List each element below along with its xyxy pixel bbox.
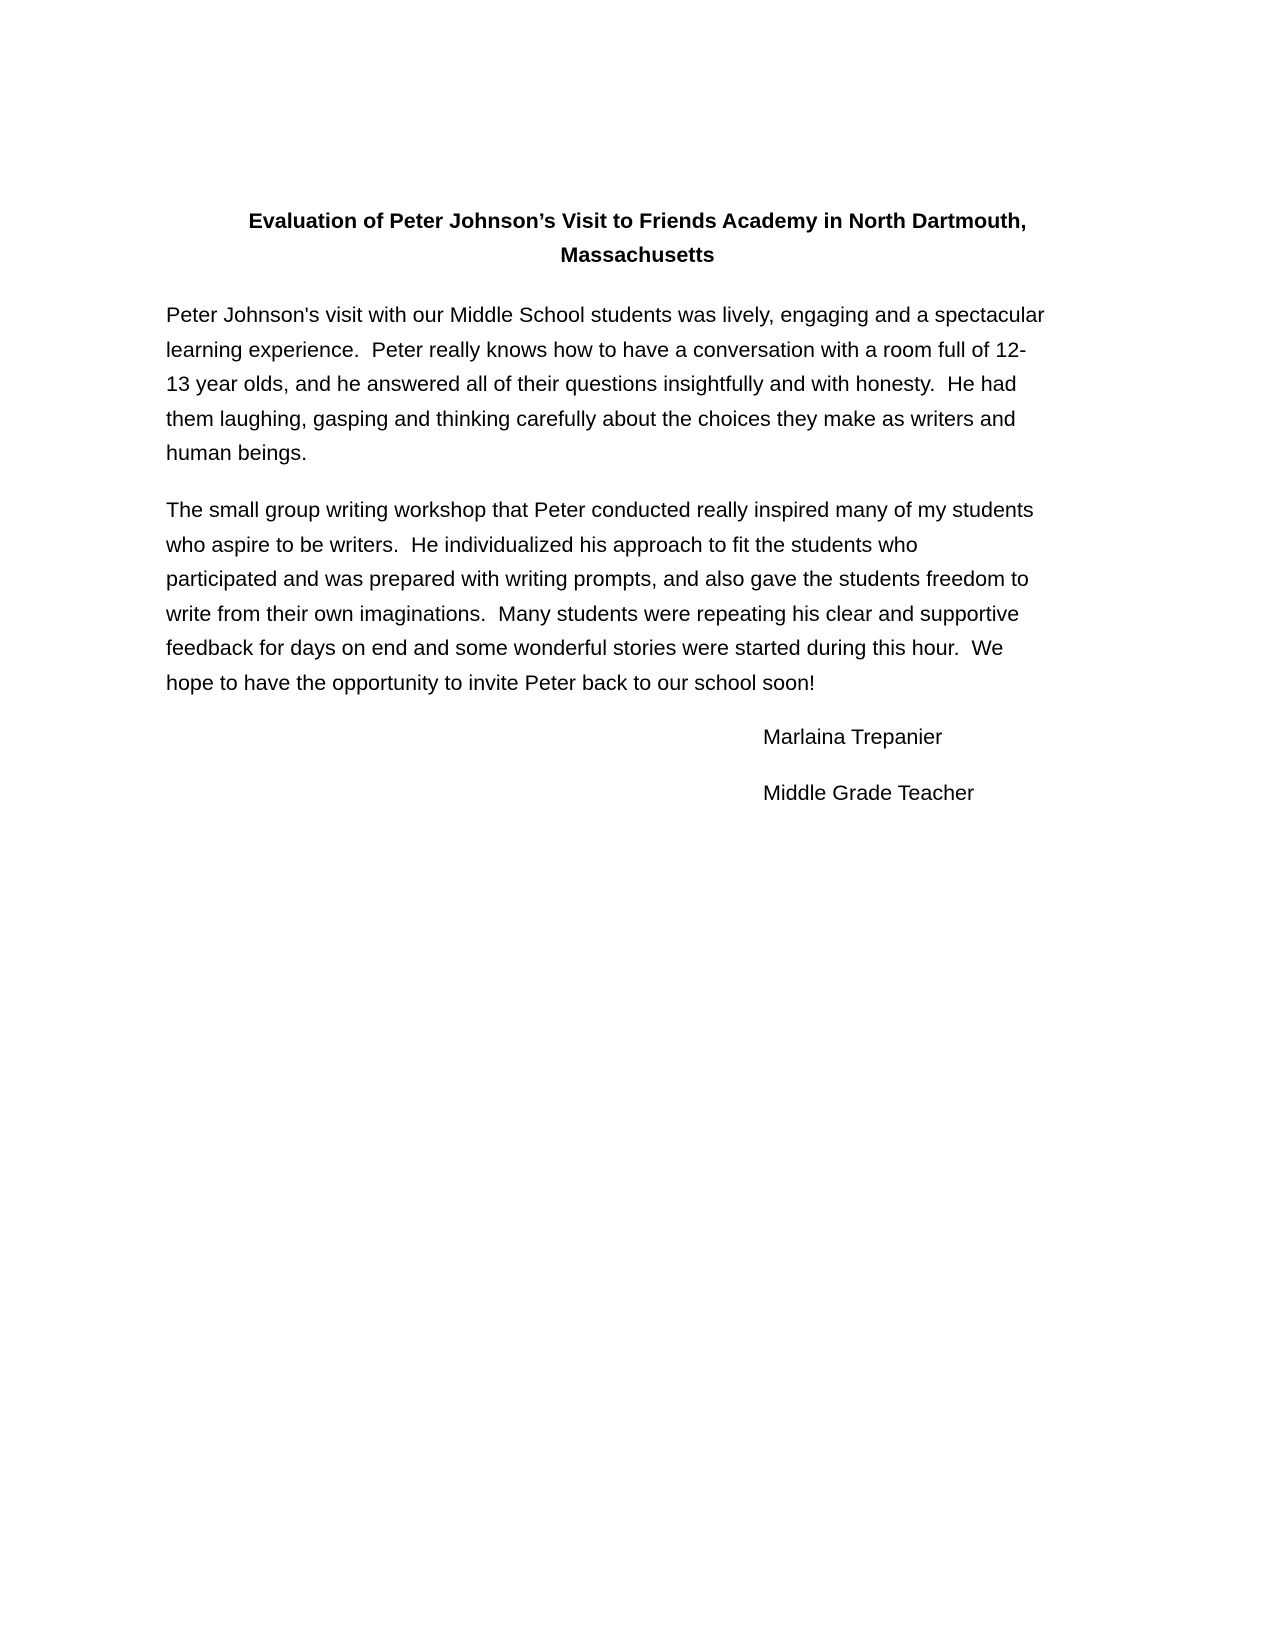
document-title [160, 204, 1115, 272]
paragraph-line: hope to have the opportunity to invite Peter back to our school soon! [166, 670, 815, 695]
body-paragraph [166, 298, 1126, 471]
paragraph-line: The small group writing workshop that Peter conducted really inspired many of my students [166, 498, 1034, 522]
paragraph-line: learning experience. Peter really knows how to have a conversation with a room full of 12- [166, 337, 1027, 362]
title-line: Evaluation of Peter Johnson’s Visit to Friends Academy in North Dartmouth, [248, 209, 1027, 233]
signature-name: Marlaina Trepanier [763, 725, 943, 749]
paragraph-line: who aspire to be writers. He individualized his approach to fit the students who [166, 532, 918, 557]
paragraph-line: 13 year olds, and he answered all of their questions insightfully and with honesty. He had [166, 372, 1017, 396]
paragraph-line: them laughing, gasping and thinking carefully about the choices they make as writers and [166, 406, 1016, 431]
paragraph-line: human beings. [166, 441, 308, 465]
title-line: Massachusetts [560, 243, 715, 267]
body-paragraph [166, 493, 1126, 700]
paragraph-line: participated and was prepared with writing prompts, and also gave the students freedom to [166, 567, 1029, 591]
paragraph-line: Peter Johnson's visit with our Middle School students was lively, engaging and a spectacular [166, 303, 1045, 327]
paragraph-line: write from their own imaginations. Many students were repeating his clear and supportive [166, 601, 1020, 626]
signature-role: Middle Grade Teacher [763, 781, 975, 805]
paragraph-line: feedback for days on end and some wonderful stories were started during this hour. We [166, 636, 1004, 660]
